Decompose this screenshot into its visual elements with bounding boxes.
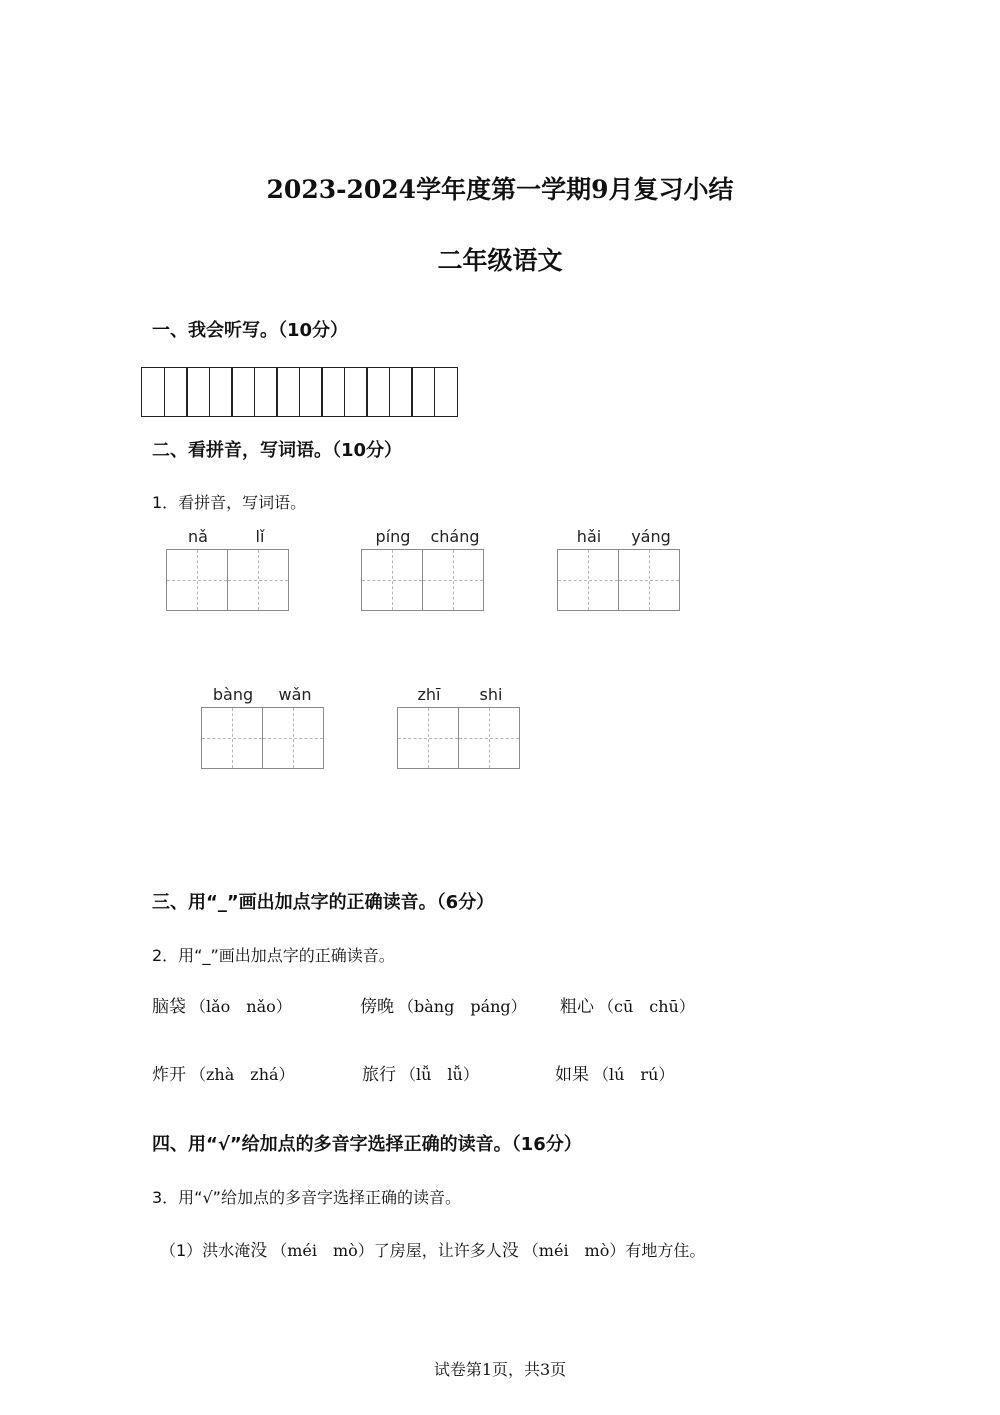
dictation-box[interactable] [321, 367, 345, 417]
sentence-number: （1） [160, 1241, 203, 1260]
dictation-box[interactable] [299, 367, 323, 417]
page-footer: 试卷第1页，共3页 [433, 1360, 567, 1379]
page-subtitle: 二年级语文 [437, 246, 563, 275]
dictation-box[interactable] [209, 367, 233, 417]
word: 脑袋 [152, 997, 186, 1017]
dictation-box[interactable] [411, 367, 435, 417]
question-3: 3．用“√”给加点的多音字选择正确的读音。 [152, 1188, 461, 1207]
page-title: 2023-2024学年度第一学期9月复习小结 [266, 175, 734, 204]
options[interactable]: （méi mò） [271, 1241, 374, 1260]
options: （zhà zhá） [190, 1065, 295, 1084]
pinyin-label: shi [479, 685, 503, 704]
pinyin-label: zhī [417, 685, 441, 704]
section-3-heading: 三、用“_”画出加点字的正确读音。（6分） [152, 892, 495, 913]
pinyin-label: wǎn [278, 685, 312, 704]
word: 傍晚 [360, 997, 394, 1017]
options: （lǚ lǚ） [400, 1065, 479, 1084]
pronunciation-item[interactable] [362, 1060, 479, 1085]
word: 旅行 [362, 1065, 396, 1085]
options: （bàng páng） [398, 997, 527, 1016]
word: 粗心 [560, 997, 594, 1017]
dictation-box[interactable] [254, 367, 278, 417]
dictation-box[interactable] [434, 367, 458, 417]
dictation-box[interactable] [366, 367, 390, 417]
polyphone-char: 没 [250, 1241, 268, 1261]
pinyin-label: hǎi [576, 527, 602, 546]
dictation-box[interactable] [231, 367, 255, 417]
question-1: 1．看拼音，写词语。 [152, 493, 307, 512]
pronunciation-item[interactable] [560, 992, 695, 1017]
dictation-box[interactable] [141, 367, 165, 417]
dictation-box[interactable] [276, 367, 300, 417]
writing-box[interactable] [397, 707, 518, 769]
dictation-box[interactable] [344, 367, 368, 417]
polyphone-char: 没 [501, 1241, 519, 1261]
word: 如果 [555, 1065, 589, 1085]
dictation-box[interactable] [164, 367, 188, 417]
pinyin-label: yáng [631, 527, 671, 546]
pinyin-label: bàng [212, 685, 254, 704]
section-4-heading: 四、用“√”给加点的多音字选择正确的读音。（16分） [152, 1134, 582, 1155]
question-2: 2．用“_”画出加点字的正确读音。 [152, 946, 395, 965]
sentence-text: 洪水淹 [202, 1241, 251, 1260]
options[interactable]: （méi mò） [522, 1241, 626, 1260]
pronunciation-item[interactable] [360, 992, 527, 1017]
dictation-box[interactable] [389, 367, 413, 417]
dictation-grid[interactable] [141, 367, 456, 417]
pronunciation-item[interactable] [555, 1060, 674, 1085]
pinyin-label: lǐ [255, 527, 265, 546]
writing-box[interactable] [201, 707, 322, 769]
pronunciation-item[interactable] [152, 1060, 295, 1085]
pinyin-label: nǎ [188, 527, 208, 546]
writing-box[interactable] [361, 549, 482, 611]
sentence-1 [160, 1236, 705, 1261]
word: 炸开 [152, 1065, 186, 1085]
section-1-heading: 一、我会听写。（10分） [152, 320, 349, 341]
section-2-heading: 二、看拼音，写词语。（10分） [152, 440, 403, 461]
pronunciation-item[interactable] [152, 992, 292, 1017]
options: （cū chū） [598, 997, 695, 1016]
pinyin-label: píng [375, 527, 411, 546]
sentence-text: 有地方住。 [625, 1241, 706, 1260]
writing-box[interactable] [557, 549, 678, 611]
options: （lú rú） [593, 1065, 675, 1084]
options: （lǎo nǎo） [190, 997, 292, 1016]
dictation-box[interactable] [186, 367, 210, 417]
pinyin-label: cháng [430, 527, 480, 546]
sentence-text: 了房屋，让许多人 [373, 1241, 502, 1260]
writing-box[interactable] [166, 549, 287, 611]
